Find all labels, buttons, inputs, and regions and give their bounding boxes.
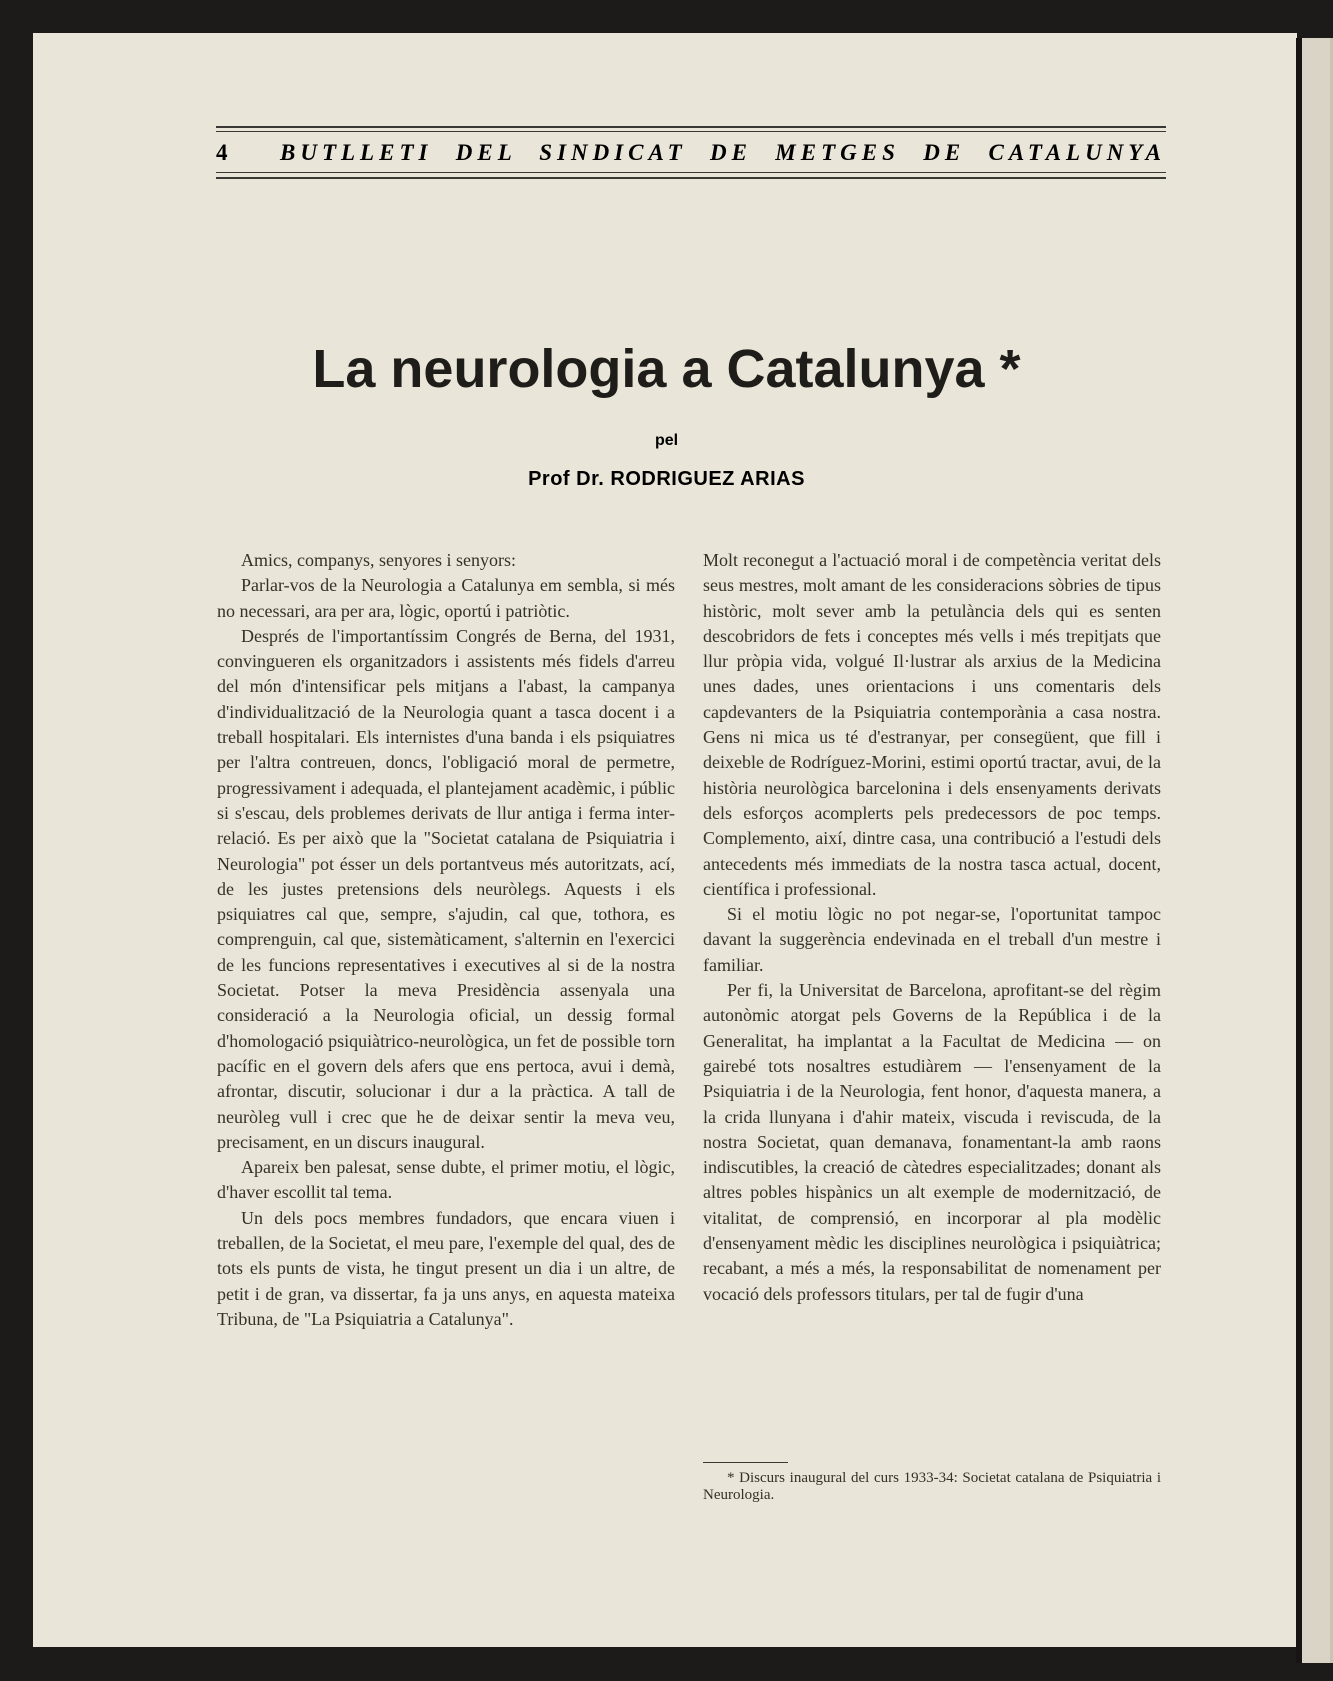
right-column	[703, 548, 1161, 1307]
paragraph: Si el motiu lògic no pot negar-se, l'oportunitat tampoc davant la suggerència endevinada en el treball d'un mestre i familiar.	[703, 904, 1161, 975]
footnote: * Discurs inaugural del curs 1933-34: Societat catalana de Psiquiatria i Neurologia.	[703, 1470, 1161, 1503]
paragraph: Un dels pocs membres fundadors, que encara viuen i treballen, de la Societat, el meu pare, l'exemple del qual, des de tots els punts de vista, he tingut present un dia i un altre, de petit i de gran, va dissertar, fa ja uns anys, en aquesta mateixa Tribuna, de "La Psiquiatria a Catalunya".	[217, 1207, 675, 1329]
journal-title: BUTLLETI DEL SINDICAT DE METGES DE CATALUNYA	[280, 140, 1166, 165]
page-number: 4	[216, 140, 228, 165]
paragraph: Apareix ben palesat, sense dubte, el primer motiu, el lògic, d'haver escollit tal tema.	[217, 1157, 675, 1203]
header-rule-top-thin	[216, 131, 1166, 132]
running-head	[216, 140, 1166, 170]
left-column	[217, 548, 675, 1332]
header-rule-bottom	[216, 177, 1166, 179]
article-author: Prof Dr. RODRIGUEZ ARIAS	[528, 468, 805, 490]
article-title: La neurologia a Catalunya *	[312, 339, 1021, 399]
paragraph: Molt reconegut a l'actuació moral i de competència veritat dels seus mestres, molt amant de les consideracions sòbries de tipus històric, molt sever amb la petulància dels qui es senten descobridors de fets i conceptes més vells i més trepitjats que llur pròpia vida, volgué Il·lustrar als arxius de la Medicina unes dades, unes orientacions i uns comentaris dels capdevanters de la Psiquiatria contemporània a casa nostra. Gens ni mica us té d'estranyar, per consegüent, que fill i deixeble de Rodríguez-Morini, estimi oportú tractar, avui, de la història neurològica barcelonina i dels ensenyaments derivats dels esforços acomplerts pels predecessors de poc temps. Complemento, així, dintre casa, una contribució a l'estudi dels antecedents més immediats de la nostra tasca actual, docent, científica i professional.	[703, 550, 1161, 899]
header-rule-bottom-thin	[216, 172, 1166, 173]
paragraph: Per fi, la Universitat de Barcelona, aprofitant-se del règim autonòmic atorgat pels Governs de la República i de la Generalitat, ha implantat a la Facultat de Medicina — on gairebé tots nosaltres estudiàrem — l'ensenyament de la Psiquiatria i de la Neurologia, fent honor, d'aquesta manera, a la crida llunyana i d'ahir mateix, viscuda i reviscuda, de la nostra Societat, quan demanava, fonamentant-la amb raons indiscutibles, la creació de càtedres especialitzades; donant als altres pobles hispànics un alt exemple de modernització, de vitalitat, de comprensió, en incorporar al pla modèlic d'ensenyament mèdic les disciplines neurològica i psiquiàtrica; recabant, a més a més, la responsabilitat de nomenament per vocació dels professors titulars, per tal de fugir d'una	[703, 980, 1161, 1304]
adjacent-page-edge	[1296, 38, 1333, 1663]
footnote-rule	[703, 1462, 788, 1463]
paragraph: Parlar-vos de la Neurologia a Catalunya em sembla, si més no necessari, ara per ara, lògic, oportú i patriòtic.	[217, 575, 675, 621]
paragraph: Després de l'importantíssim Congrés de Berna, del 1931, convingueren els organitzadors i assistents més fidels d'arreu del món d'intensificar pels mitjans a l'abast, la campanya d'individualització de la Neurologia quant a tasca docent i a treball hospitalari. Els internistes d'una banda i els psiquiatres per l'altra contreuen, doncs, l'obligació moral de permetre, progressivament i adequada, el plantejament acadèmic, i públic si s'escau, dels problemes derivats de llur antiga i ferma inter-relació. Es per això que la "Societat catalana de Psiquiatria i Neurologia" pot ésser un dels portantveus més autoritzats, ací, de les justes pretensions dels neuròlegs. Aquests i els psiquiatres cal que, sempre, s'ajudin, cal que, tothora, es comprenguin, cal que, sistemàticament, s'alternin en l'exercici de les funcions representatives i executives al si de la nostra Societat. Potser la meva Presidència assenyala una consideració a la Neurologia oficial, un dessig formal d'homologació psiquiàtrico-neurològica, un fet de possible torn pacífic en el govern dels afers que ens pertoca, avui i demà, afrontar, discutir, solucionar i dur a la pràctica. A tall de neuròleg vull i crec que he de deixar sentir la meva veu, precisament, en un discurs inaugural.	[217, 625, 675, 1152]
header-rule-top	[216, 126, 1166, 128]
paragraph: Amics, companys, senyores i senyors:	[241, 550, 516, 570]
byline-prefix: pel	[654, 432, 679, 449]
